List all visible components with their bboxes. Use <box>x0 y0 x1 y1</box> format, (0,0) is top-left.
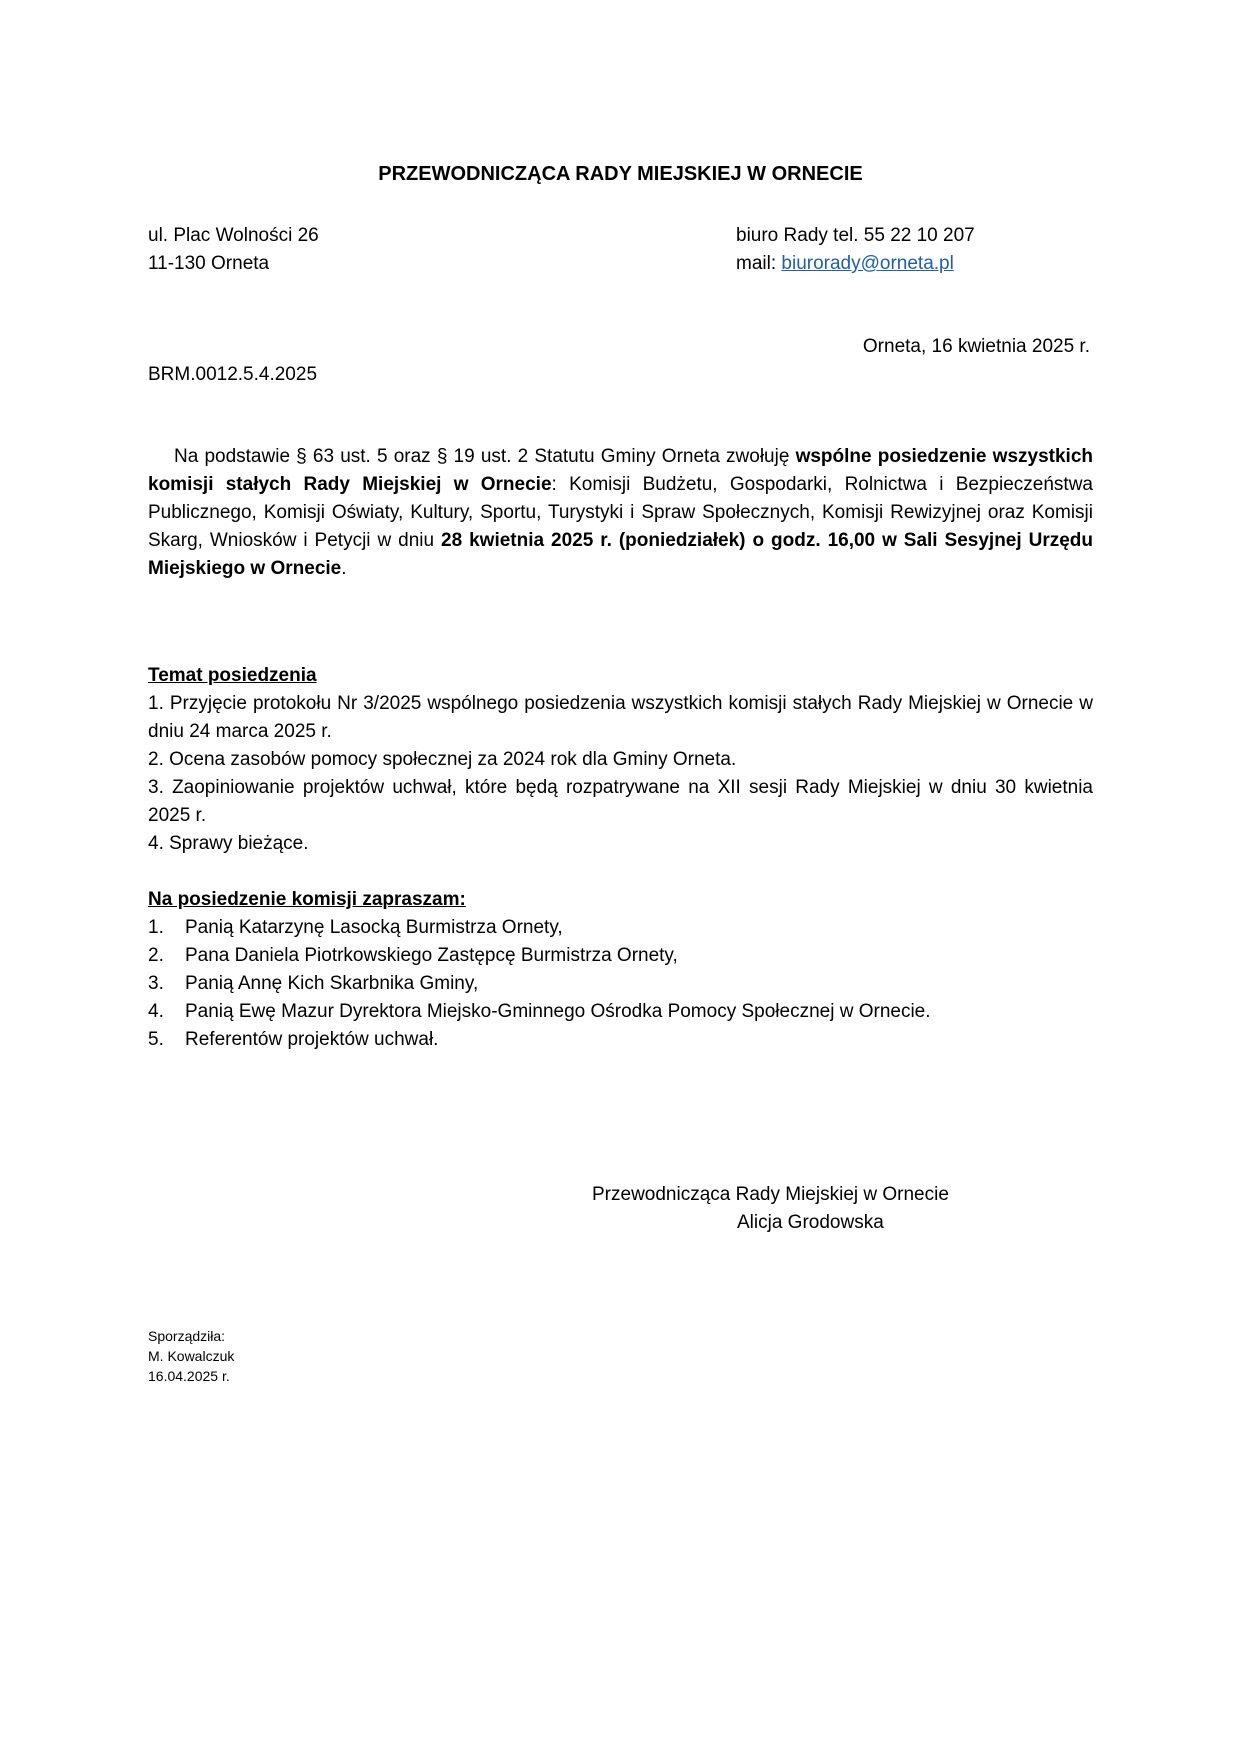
intro-bold-1: wspólne posiedzenie wszystkich komisji stałych Rady Miejskiej w Ornecie <box>148 446 1093 495</box>
prepared-by-label: Sporządziła: <box>148 1328 226 1344</box>
agenda-heading: Temat posiedzenia <box>148 665 317 686</box>
list-item <box>148 942 1093 970</box>
agenda-item: 3. Zaopiniowanie projektów uchwał, które będą rozpatrywane na XII sesji Rady Miejskiej w dniu 30 kwietnia 2025 r. <box>148 777 1093 826</box>
list-item-number: 5. <box>148 1029 164 1050</box>
list-item-text: Referentów projektów uchwał. <box>185 1029 439 1050</box>
list-item-text: Panią Annę Kich Skarbnika Gminy, <box>185 973 479 994</box>
invitees-section <box>148 886 1093 1054</box>
signature-role: Przewodnicząca Rady Miejskiej w Ornecie <box>592 1184 949 1205</box>
office-mail <box>736 250 954 278</box>
mail-label: mail: <box>736 253 782 274</box>
list-item-number: 3. <box>148 973 164 994</box>
list-item-number: 2. <box>148 945 164 966</box>
list-item <box>148 998 1093 1026</box>
address-street: ul. Plac Wolności 26 <box>148 225 319 246</box>
document-title: PRZEWODNICZĄCA RADY MIEJSKIEJ W ORNECIE <box>378 163 863 185</box>
list-item <box>148 914 1093 942</box>
agenda-section <box>148 662 1093 858</box>
office-phone: biuro Rady tel. 55 22 10 207 <box>736 225 975 246</box>
intro-text-2: : Komisji Budżetu, Gospodarki, Rolnictwa i Bezpieczeństwa Publicznego, Komisji Oświaty, Kultury, Sportu, Turystyki i Spraw Społecznych, Komisji Rewizyjnej oraz Komisji Skarg, Wniosków i Petycji w dniu <box>148 474 1093 551</box>
list-item-text: Pana Daniela Piotrkowskiego Zastępcę Burmistrza Ornety, <box>185 945 678 966</box>
list-item-number: 4. <box>148 1001 164 1022</box>
signature-name: Alicja Grodowska <box>737 1212 884 1233</box>
agenda-item: 4. Sprawy bieżące. <box>148 833 309 854</box>
list-item-number: 1. <box>148 917 164 938</box>
date-line: Orneta, 16 kwietnia 2025 r. <box>862 336 1090 357</box>
intro-text-1: Na podstawie § 63 ust. 5 oraz § 19 ust. 2 Statutu Gminy Orneta zwołuję <box>174 446 796 467</box>
mail-link[interactable]: biurorady@orneta.pl <box>781 253 954 274</box>
agenda-item: 2. Ocena zasobów pomocy społecznej za 2024 rok dla Gminy Orneta. <box>148 749 737 770</box>
intro-bold-2: 28 kwietnia 2025 r. (poniedziałek) o godz. 16,00 w Sali Sesyjnej Urzędu Miejskiego w Ornecie <box>148 530 1093 579</box>
intro-text-3: . <box>341 558 347 579</box>
prepared-by-name: M. Kowalczuk <box>148 1348 235 1364</box>
invitees-heading: Na posiedzenie komisji zapraszam: <box>148 889 466 910</box>
list-item-text: Panią Ewę Mazur Dyrektora Miejsko-Gminnego Ośrodka Pomocy Społecznej w Ornecie. <box>185 1001 931 1022</box>
list-item-text: Panią Katarzynę Lasocką Burmistrza Ornety, <box>185 917 563 938</box>
list-item <box>148 970 1093 998</box>
invitees-list <box>148 914 1093 1054</box>
list-item <box>148 1026 1093 1054</box>
reference-number: BRM.0012.5.4.2025 <box>148 364 318 385</box>
intro-paragraph <box>148 443 1093 583</box>
address-city: 11-130 Orneta <box>148 253 270 274</box>
prepared-by-date: 16.04.2025 r. <box>148 1368 230 1384</box>
agenda-item: 1. Przyjęcie protokołu Nr 3/2025 wspólnego posiedzenia wszystkich komisji stałych Rady Miejskiej w Ornecie w dniu 24 marca 2025 r. <box>148 693 1093 742</box>
